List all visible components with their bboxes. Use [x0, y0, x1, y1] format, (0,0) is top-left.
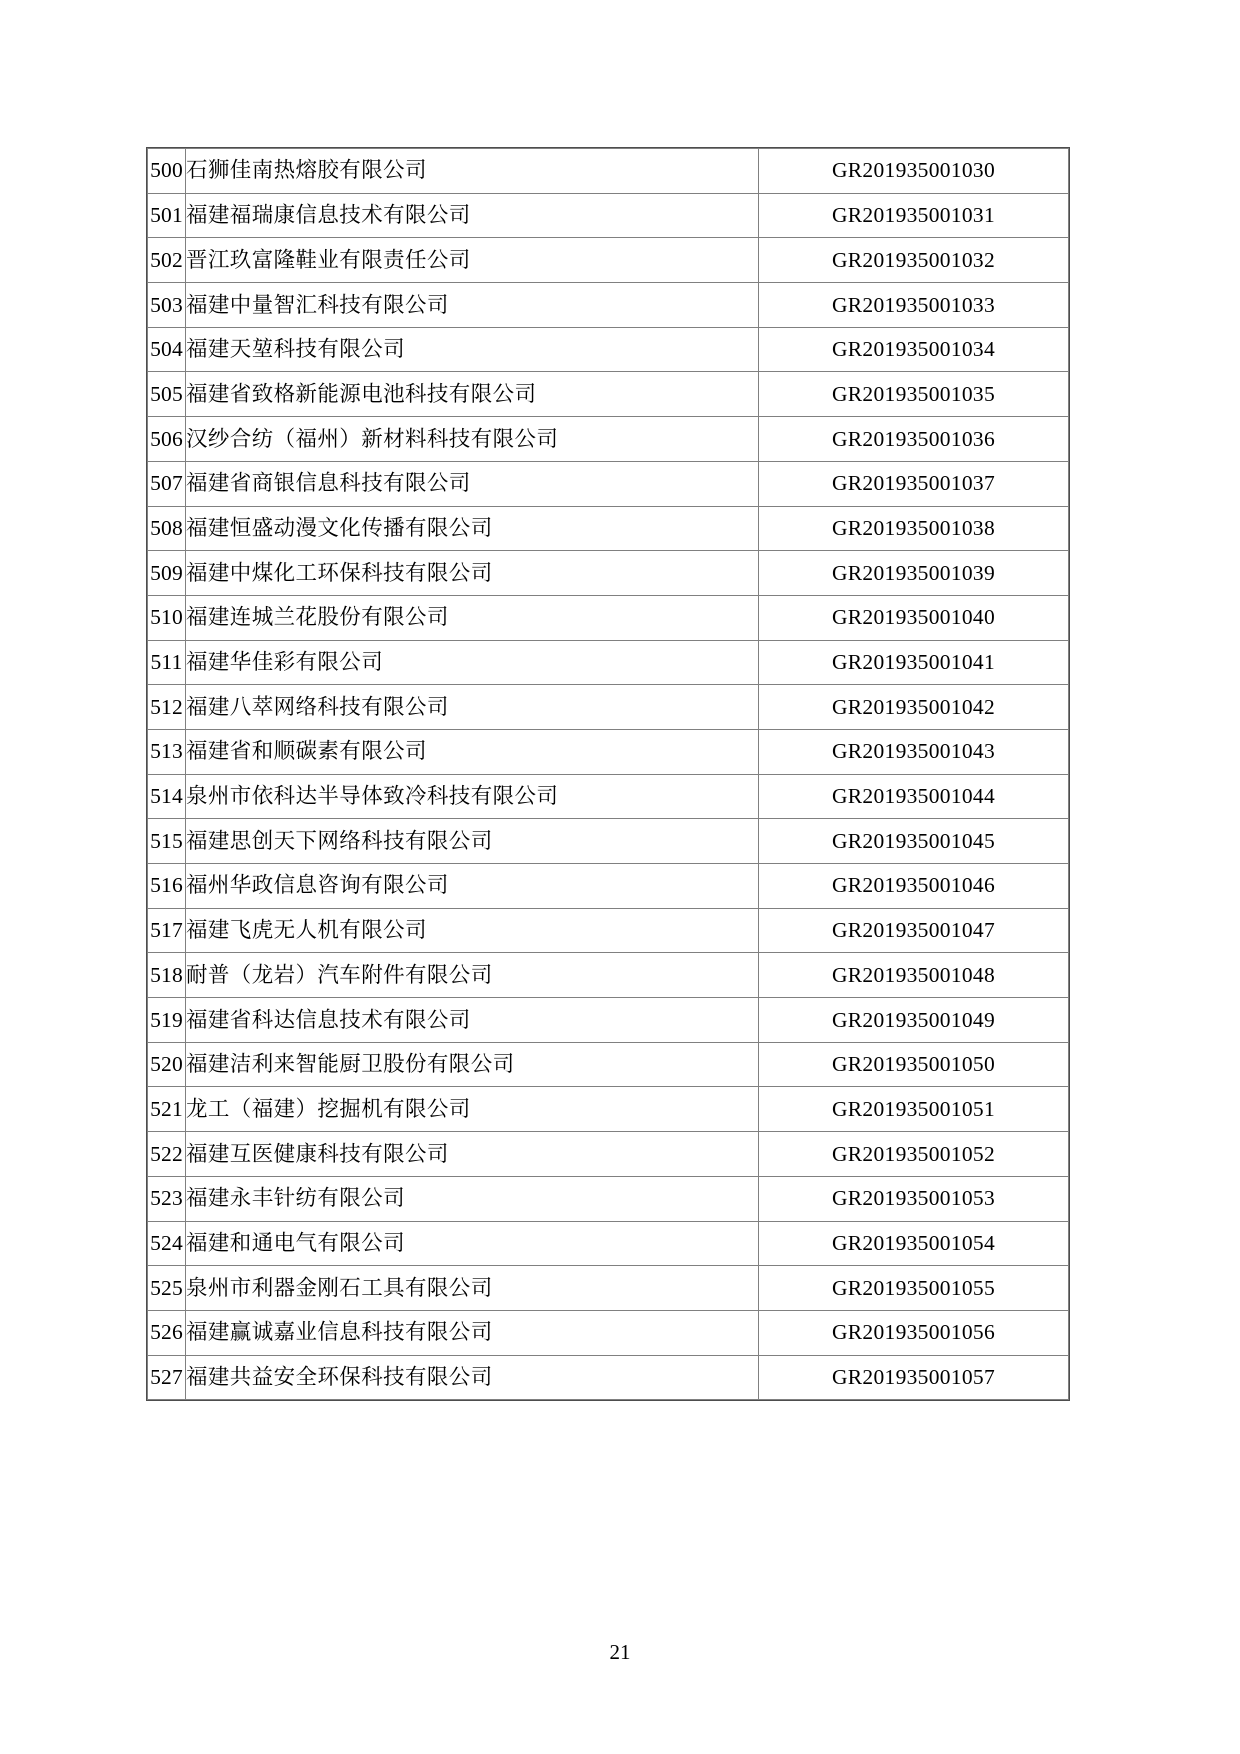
table-row	[148, 953, 1069, 998]
certificate-number-cell: GR201935001055	[759, 1266, 1069, 1311]
certificate-number-cell: GR201935001045	[759, 819, 1069, 864]
certificate-number-cell: GR201935001046	[759, 864, 1069, 909]
table-row	[148, 506, 1069, 551]
certificate-number-cell: GR201935001053	[759, 1176, 1069, 1221]
table-row	[148, 685, 1069, 730]
certificate-number-cell: GR201935001056	[759, 1310, 1069, 1355]
company-name-cell: 福建中煤化工环保科技有限公司	[186, 551, 759, 596]
certificate-number-cell: GR201935001039	[759, 551, 1069, 596]
company-name-cell: 福建中量智汇科技有限公司	[186, 283, 759, 328]
certificate-number-cell: GR201935001032	[759, 238, 1069, 283]
row-index-cell: 511	[148, 640, 186, 685]
row-index-cell: 525	[148, 1266, 186, 1311]
company-name-cell: 福建飞虎无人机有限公司	[186, 908, 759, 953]
row-index-cell: 501	[148, 193, 186, 238]
row-index-cell: 516	[148, 864, 186, 909]
certificate-number-cell: GR201935001041	[759, 640, 1069, 685]
company-name-cell: 石狮佳南热熔胶有限公司	[186, 149, 759, 194]
certificate-number-cell: GR201935001050	[759, 1042, 1069, 1087]
row-index-cell: 510	[148, 595, 186, 640]
table-row	[148, 774, 1069, 819]
row-index-cell: 523	[148, 1176, 186, 1221]
certificate-number-cell: GR201935001031	[759, 193, 1069, 238]
table-row	[148, 908, 1069, 953]
company-name-cell: 耐普（龙岩）汽车附件有限公司	[186, 953, 759, 998]
certificate-number-cell: GR201935001038	[759, 506, 1069, 551]
company-name-cell: 福建赢诚嘉业信息科技有限公司	[186, 1310, 759, 1355]
table-row	[148, 149, 1069, 194]
company-name-cell: 福建和通电气有限公司	[186, 1221, 759, 1266]
certificate-number-cell: GR201935001036	[759, 417, 1069, 462]
table-row	[148, 595, 1069, 640]
row-index-cell: 527	[148, 1355, 186, 1400]
company-name-cell: 晋江玖富隆鞋业有限责任公司	[186, 238, 759, 283]
company-name-cell: 福建省和顺碳素有限公司	[186, 729, 759, 774]
row-index-cell: 526	[148, 1310, 186, 1355]
company-name-cell: 汉纱合纺（福州）新材料科技有限公司	[186, 417, 759, 462]
row-index-cell: 524	[148, 1221, 186, 1266]
table-row	[148, 372, 1069, 417]
row-index-cell: 514	[148, 774, 186, 819]
table-row	[148, 461, 1069, 506]
row-index-cell: 518	[148, 953, 186, 998]
row-index-cell: 508	[148, 506, 186, 551]
row-index-cell: 507	[148, 461, 186, 506]
row-index-cell: 505	[148, 372, 186, 417]
page-number: 21	[609, 1640, 631, 1664]
row-index-cell: 521	[148, 1087, 186, 1132]
company-name-cell: 福建永丰针纺有限公司	[186, 1176, 759, 1221]
row-index-cell: 517	[148, 908, 186, 953]
company-name-cell: 福建省致格新能源电池科技有限公司	[186, 372, 759, 417]
table-row	[148, 1087, 1069, 1132]
certificate-number-cell: GR201935001047	[759, 908, 1069, 953]
company-name-cell: 福州华政信息咨询有限公司	[186, 864, 759, 909]
row-index-cell: 503	[148, 283, 186, 328]
row-index-cell: 520	[148, 1042, 186, 1087]
company-name-cell: 福建省科达信息技术有限公司	[186, 998, 759, 1043]
company-name-cell: 福建互医健康科技有限公司	[186, 1132, 759, 1177]
table-row	[148, 327, 1069, 372]
company-name-cell: 泉州市依科达半导体致冷科技有限公司	[186, 774, 759, 819]
company-name-cell: 福建思创天下网络科技有限公司	[186, 819, 759, 864]
table-row	[148, 819, 1069, 864]
row-index-cell: 502	[148, 238, 186, 283]
certificate-number-cell: GR201935001034	[759, 327, 1069, 372]
row-index-cell: 515	[148, 819, 186, 864]
table-row	[148, 417, 1069, 462]
company-name-cell: 福建连城兰花股份有限公司	[186, 595, 759, 640]
company-name-cell: 福建华佳彩有限公司	[186, 640, 759, 685]
row-index-cell: 522	[148, 1132, 186, 1177]
company-name-cell: 泉州市利器金刚石工具有限公司	[186, 1266, 759, 1311]
certificate-number-cell: GR201935001044	[759, 774, 1069, 819]
company-name-cell: 福建共益安全环保科技有限公司	[186, 1355, 759, 1400]
company-name-cell: 福建洁利来智能厨卫股份有限公司	[186, 1042, 759, 1087]
certificate-number-cell: GR201935001052	[759, 1132, 1069, 1177]
certificate-number-cell: GR201935001048	[759, 953, 1069, 998]
row-index-cell: 519	[148, 998, 186, 1043]
row-index-cell: 513	[148, 729, 186, 774]
table-row	[148, 1310, 1069, 1355]
table-row	[148, 193, 1069, 238]
company-name-cell: 福建省商银信息科技有限公司	[186, 461, 759, 506]
certificate-number-cell: GR201935001057	[759, 1355, 1069, 1400]
row-index-cell: 500	[148, 149, 186, 194]
certificate-number-cell: GR201935001051	[759, 1087, 1069, 1132]
company-name-cell: 福建恒盛动漫文化传播有限公司	[186, 506, 759, 551]
row-index-cell: 512	[148, 685, 186, 730]
certificate-number-cell: GR201935001037	[759, 461, 1069, 506]
company-name-cell: 福建八萃网络科技有限公司	[186, 685, 759, 730]
table-row	[148, 1042, 1069, 1087]
certificate-number-cell: GR201935001054	[759, 1221, 1069, 1266]
table-row	[148, 1221, 1069, 1266]
certified-companies-table	[147, 148, 1069, 1400]
certificate-number-cell: GR201935001049	[759, 998, 1069, 1043]
company-name-cell: 龙工（福建）挖掘机有限公司	[186, 1087, 759, 1132]
row-index-cell: 509	[148, 551, 186, 596]
company-name-cell: 福建天堃科技有限公司	[186, 327, 759, 372]
certificate-number-cell: GR201935001040	[759, 595, 1069, 640]
certificate-number-cell: GR201935001030	[759, 149, 1069, 194]
table-row	[148, 551, 1069, 596]
certificate-number-cell: GR201935001035	[759, 372, 1069, 417]
table-row	[148, 864, 1069, 909]
certificate-number-cell: GR201935001033	[759, 283, 1069, 328]
table-row	[148, 640, 1069, 685]
table-row	[148, 1176, 1069, 1221]
table-row	[148, 238, 1069, 283]
company-name-cell: 福建福瑞康信息技术有限公司	[186, 193, 759, 238]
row-index-cell: 504	[148, 327, 186, 372]
table-row	[148, 729, 1069, 774]
table-row	[148, 283, 1069, 328]
certificate-number-cell: GR201935001043	[759, 729, 1069, 774]
table-body	[148, 149, 1069, 1400]
table-row	[148, 1132, 1069, 1177]
table-row	[148, 1266, 1069, 1311]
row-index-cell: 506	[148, 417, 186, 462]
table-row	[148, 998, 1069, 1043]
certificate-number-cell: GR201935001042	[759, 685, 1069, 730]
table-row	[148, 1355, 1069, 1400]
